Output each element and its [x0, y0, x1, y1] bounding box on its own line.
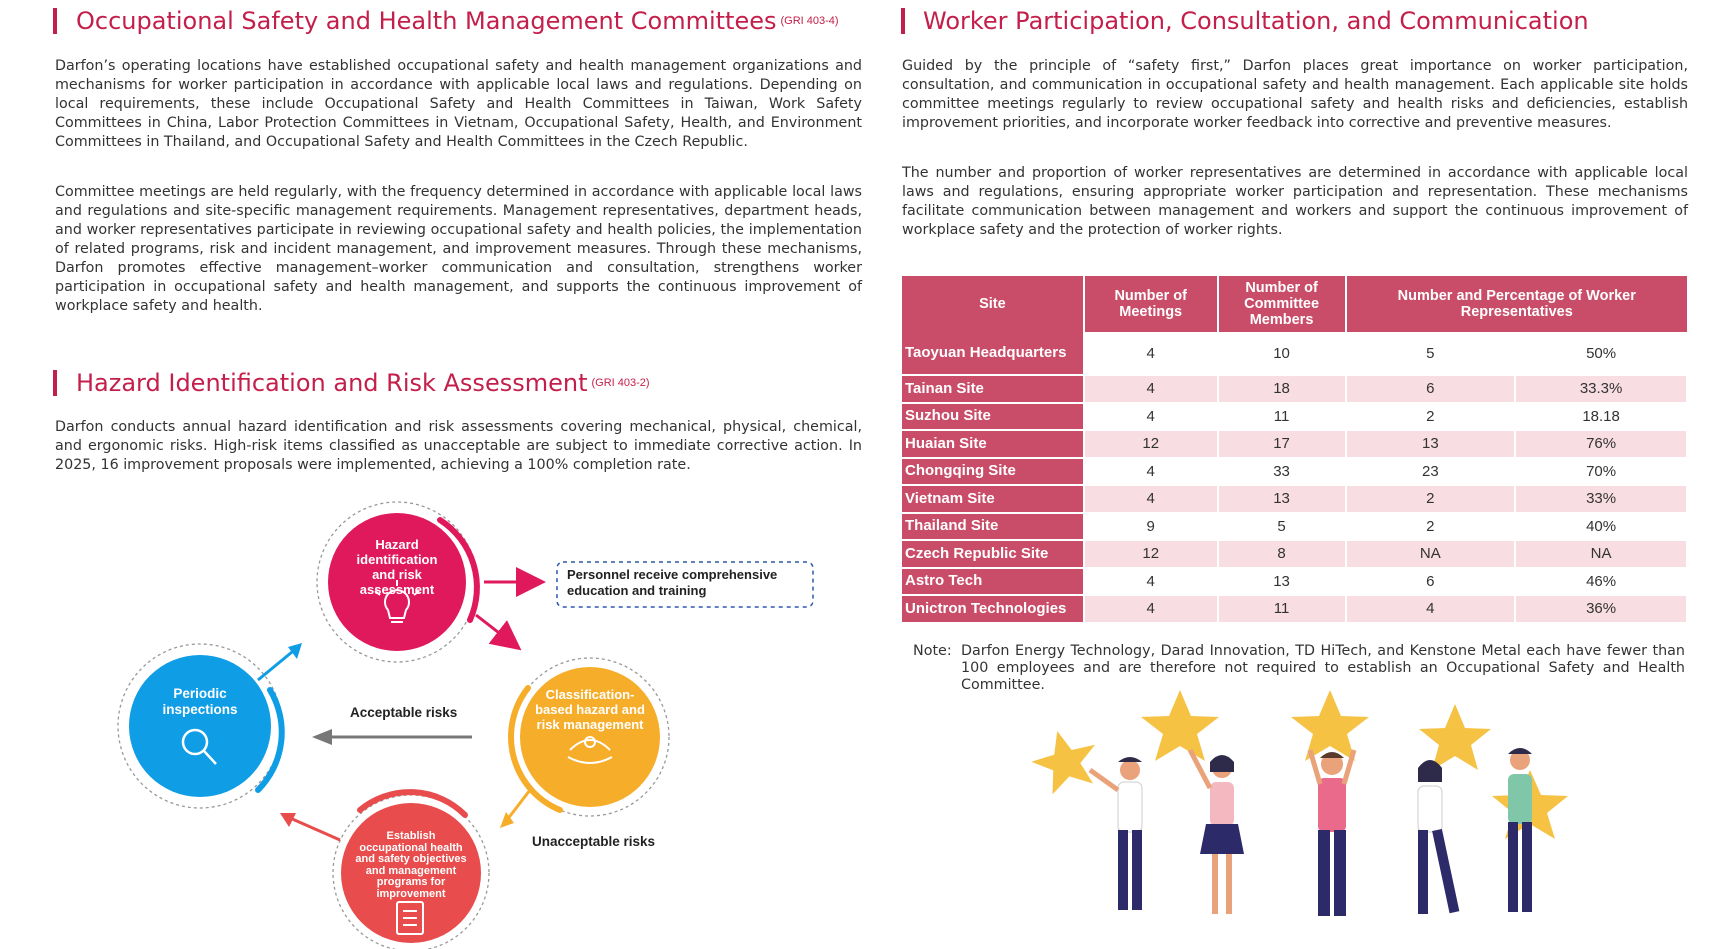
person-figure — [1310, 750, 1354, 916]
person-figure — [1190, 750, 1244, 914]
classification-node-label: Classification- based hazard and risk management — [535, 687, 645, 732]
participation-title: Worker Participation, Consultation, and Communication — [923, 7, 1589, 35]
cell-site: Huaian Site — [902, 430, 1084, 458]
person-figure — [1418, 760, 1459, 914]
cell-meetings: 12 — [1084, 430, 1218, 458]
arrow-head-blue — [288, 643, 302, 659]
header-representatives: Number and Percentage of Worker Representatives — [1346, 276, 1688, 332]
unacceptable-risks-label: Unacceptable risks — [532, 834, 656, 849]
cell-pct: 46% — [1515, 568, 1687, 596]
hazard-title: Hazard Identification and Risk Assessment — [76, 369, 588, 397]
cell-reps: 5 — [1346, 332, 1516, 375]
cell-meetings: 4 — [1084, 375, 1218, 403]
participation-paragraph-1: Guided by the principle of “safety first,” Darfon places great importance on worker participation, consultation, and communication in occupational safety and health management. Each applicable site holds committee meetings regularly to review occupational safety and health risks and deficiencies, establish improvement priorities, and incorporate worker feedback into corrective and preventive measures. — [902, 58, 1688, 131]
cell-site: Astro Tech — [902, 568, 1084, 596]
training-box: Personnel receive comprehensive education and training — [567, 567, 778, 598]
cell-members: 18 — [1218, 375, 1346, 403]
cell-meetings: 9 — [1084, 513, 1218, 541]
hazard-paragraph: Darfon conducts annual hazard identification and risk assessments covering mechanical, physical, chemical, and ergonomic risks. High-risk items classified as unacceptable are subject to immediate corrective action. In 2025, 16 improvement proposals were implemented, achieving a 100% completion rate. — [55, 419, 862, 473]
classification-node — [511, 658, 669, 816]
table-row — [902, 540, 1687, 568]
committees-paragraph-1: Darfon’s operating locations have established occupational safety and health management organizations and mechanisms for worker participation in accordance with applicable local laws and regulations. Depending on local requirements, these include Occupational Safety and Health Committees in Taiwan, Work Safety Committees in China, Labor Protection Committees in Vietnam, Occupational Safety, Health, and Environment Committees in Thailand, and Occupational Safety and Health Committees in the Czech Republic. — [55, 58, 862, 150]
cell-pct: 50% — [1515, 332, 1687, 375]
cell-site: Unictron Technologies — [902, 595, 1084, 623]
cell-pct: NA — [1515, 540, 1687, 568]
note-text: Darfon Energy Technology, Darad Innovation, TD HiTech, and Kenstone Metal each have fewer than 100 employees and are therefore not required to establish an Occupational Safety and Health Committee. — [961, 643, 1685, 693]
cell-pct: 33.3% — [1515, 375, 1687, 403]
cell-meetings: 4 — [1084, 403, 1218, 431]
cell-site: Tainan Site — [902, 375, 1084, 403]
cell-meetings: 4 — [1084, 458, 1218, 486]
table-row — [902, 568, 1687, 596]
note-label: Note: — [913, 643, 952, 659]
cell-site: Thailand Site — [902, 513, 1084, 541]
cell-reps: 2 — [1346, 403, 1516, 431]
hazard-gri: (GRI 403-2) — [591, 377, 650, 389]
periodic-node — [118, 644, 282, 808]
arrow-to-classification — [476, 615, 512, 643]
cell-reps: 4 — [1346, 595, 1516, 623]
cell-meetings: 4 — [1084, 332, 1218, 375]
cell-site: Taoyuan Headquarters — [902, 332, 1084, 375]
cell-reps: 6 — [1346, 568, 1516, 596]
cell-reps: NA — [1346, 540, 1516, 568]
committees-gri: (GRI 403-4) — [780, 15, 839, 27]
table-row — [902, 485, 1687, 513]
table-row — [902, 375, 1687, 403]
cell-meetings: 4 — [1084, 568, 1218, 596]
table-row — [902, 403, 1687, 431]
cell-reps: 13 — [1346, 430, 1516, 458]
table-note — [913, 643, 1687, 694]
cell-members: 33 — [1218, 458, 1346, 486]
arrow-to-hazard — [258, 652, 292, 680]
arrow-to-periodic — [290, 818, 340, 840]
hazard-node-label: Hazard identification and risk assessment — [356, 537, 438, 597]
establish-node-label: Establish occupational health and safety objectives and management programs for improvement — [355, 830, 467, 900]
cell-site: Vietnam Site — [902, 485, 1084, 513]
cell-pct: 18.18 — [1515, 403, 1687, 431]
star-icon — [1025, 722, 1104, 797]
acceptable-arrow-head — [312, 729, 332, 745]
people-with-stars-illustration — [1010, 690, 1610, 945]
cell-site: Czech Republic Site — [902, 540, 1084, 568]
participation-paragraph-2: The number and proportion of worker representatives are determined in accordance with applicable local laws and regulations, ensuring appropriate worker participation and representation. These mechanisms facilitate communication between management and workers and support the continuous improvement of workplace safety and the protection of worker rights. — [902, 165, 1688, 238]
cell-members: 10 — [1218, 332, 1346, 375]
header-members: Number of Committee Members — [1218, 276, 1346, 332]
cell-pct: 36% — [1515, 595, 1687, 623]
person-figure — [1090, 757, 1142, 910]
table-row — [902, 332, 1687, 375]
cell-reps: 2 — [1346, 485, 1516, 513]
cell-members: 17 — [1218, 430, 1346, 458]
cell-pct: 70% — [1515, 458, 1687, 486]
cell-reps: 2 — [1346, 513, 1516, 541]
cell-site: Chongqing Site — [902, 458, 1084, 486]
cell-members: 11 — [1218, 403, 1346, 431]
cell-pct: 40% — [1515, 513, 1687, 541]
header-site: Site — [902, 276, 1084, 332]
table-header-row — [902, 276, 1687, 332]
committees-paragraph-2: Committee meetings are held regularly, with the frequency determined in accordance with applicable local laws and regulations and site-specific management requirements. Management representatives, department heads, and worker representatives participate in reviewing occupational safety and health policies, the implementation of related programs, risk and incident management, and improvement measures. Through these mechanisms, Darfon promotes effective management–worker communication and consultation, strengthens worker participation in occupational safety and health management, and supports the continuous improvement of workplace safety and health. — [55, 184, 862, 314]
cell-members: 13 — [1218, 485, 1346, 513]
cell-pct: 76% — [1515, 430, 1687, 458]
periodic-node-label: Periodic inspections — [162, 686, 238, 717]
table-row — [902, 458, 1687, 486]
cell-members: 11 — [1218, 595, 1346, 623]
table-row — [902, 513, 1687, 541]
cell-site: Suzhou Site — [902, 403, 1084, 431]
cell-members: 5 — [1218, 513, 1346, 541]
cell-meetings: 12 — [1084, 540, 1218, 568]
cell-reps: 6 — [1346, 375, 1516, 403]
cell-meetings: 4 — [1084, 595, 1218, 623]
section-bar — [901, 8, 905, 34]
cell-members: 8 — [1218, 540, 1346, 568]
committees-title: Occupational Safety and Health Management Committees — [76, 7, 777, 35]
arrow-to-establish — [507, 790, 530, 820]
committee-table — [902, 276, 1688, 624]
cell-pct: 33% — [1515, 485, 1687, 513]
table-row — [902, 595, 1687, 623]
acceptable-risks-label: Acceptable risks — [350, 705, 458, 720]
star-icon — [1291, 690, 1369, 761]
cell-members: 13 — [1218, 568, 1346, 596]
header-meetings: Number of Meetings — [1084, 276, 1218, 332]
cell-reps: 23 — [1346, 458, 1516, 486]
table-row — [902, 430, 1687, 458]
star-icon — [1141, 690, 1219, 761]
cell-meetings: 4 — [1084, 485, 1218, 513]
